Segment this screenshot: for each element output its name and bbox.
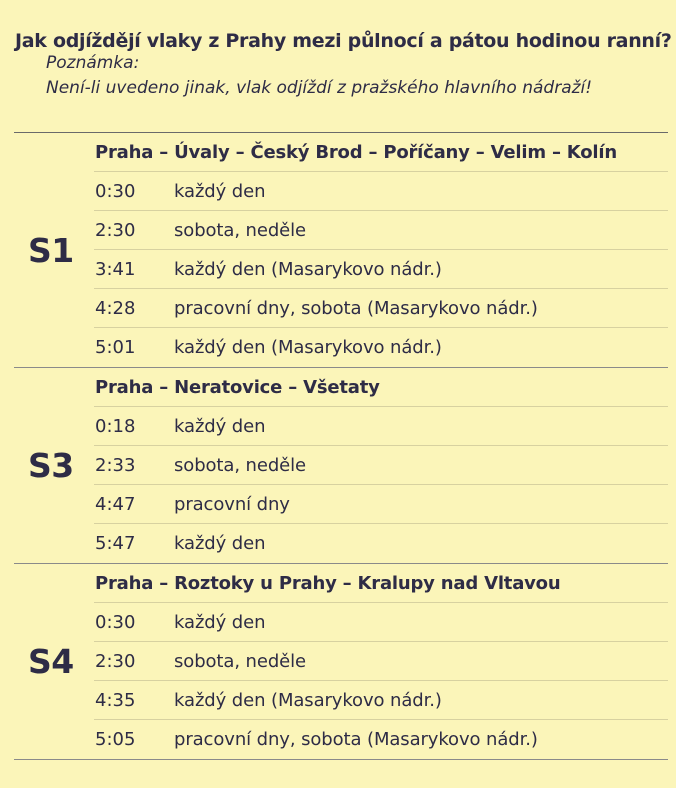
departure-days: pracovní dny, sobota (Masarykovo nádr.) — [174, 729, 538, 750]
departure-row — [94, 172, 668, 211]
departure-row — [94, 446, 668, 485]
departure-time: 3:41 — [95, 258, 136, 280]
departure-row — [94, 720, 668, 759]
line-rows — [94, 368, 668, 563]
departure-time: 2:30 — [95, 219, 136, 241]
departure-days: každý den — [174, 533, 266, 554]
departure-days: každý den (Masarykovo nádr.) — [174, 258, 442, 280]
departure-days: každý den (Masarykovo nádr.) — [174, 337, 442, 358]
line-rows — [94, 564, 668, 759]
line-code: S3 — [28, 446, 74, 485]
departure-row — [94, 681, 668, 720]
departure-days: každý den — [174, 415, 266, 437]
departure-row — [94, 603, 668, 642]
departure-row — [94, 289, 668, 328]
route-name: Praha – Roztoky u Prahy – Kralupy nad Vltavou — [94, 564, 668, 603]
departure-time: 4:28 — [95, 297, 136, 319]
route-name: Praha – Úvaly – Český Brod – Poříčany – Velim – Kolín — [94, 133, 668, 172]
departure-days: pracovní dny, sobota (Masarykovo nádr.) — [174, 297, 538, 319]
page-title: Jak odjíždějí vlaky z Prahy mezi půlnocí a pátou hodinou ranní? — [15, 30, 672, 52]
line-code: S4 — [28, 642, 74, 681]
departure-time: 5:05 — [95, 729, 136, 750]
line-rows — [94, 133, 668, 367]
departure-time: 2:30 — [95, 650, 136, 672]
departure-days: pracovní dny — [174, 493, 290, 515]
departure-time: 0:30 — [95, 611, 136, 633]
departure-time: 5:47 — [95, 533, 136, 554]
departure-days: každý den — [174, 611, 266, 633]
departure-days: sobota, neděle — [174, 219, 307, 241]
timetable — [14, 132, 668, 760]
line-block-s1 — [14, 133, 668, 368]
departure-time: 0:18 — [95, 415, 136, 437]
departure-row — [94, 485, 668, 524]
line-code: S1 — [28, 230, 74, 270]
departure-time: 4:35 — [95, 689, 136, 711]
departure-time: 0:30 — [95, 180, 136, 202]
note-text: Není-li uvedeno jinak, vlak odjíždí z pražského hlavního nádraží! — [46, 78, 593, 98]
line-block-s3 — [14, 368, 668, 564]
departure-row — [94, 211, 668, 250]
line-block-s4 — [14, 564, 668, 760]
departure-days: každý den — [174, 180, 266, 202]
departure-time: 4:47 — [95, 493, 136, 515]
departure-days: sobota, neděle — [174, 454, 307, 476]
departure-time: 5:01 — [95, 337, 136, 358]
departure-time: 2:33 — [95, 454, 136, 476]
note-label: Poznámka: — [46, 53, 140, 73]
departure-row — [94, 407, 668, 446]
departure-row — [94, 328, 668, 367]
departure-days: každý den (Masarykovo nádr.) — [174, 689, 442, 711]
departure-row — [94, 642, 668, 681]
departure-row — [94, 250, 668, 289]
departure-days: sobota, neděle — [174, 650, 307, 672]
route-name: Praha – Neratovice – Všetaty — [94, 368, 668, 407]
departure-row — [94, 524, 668, 563]
